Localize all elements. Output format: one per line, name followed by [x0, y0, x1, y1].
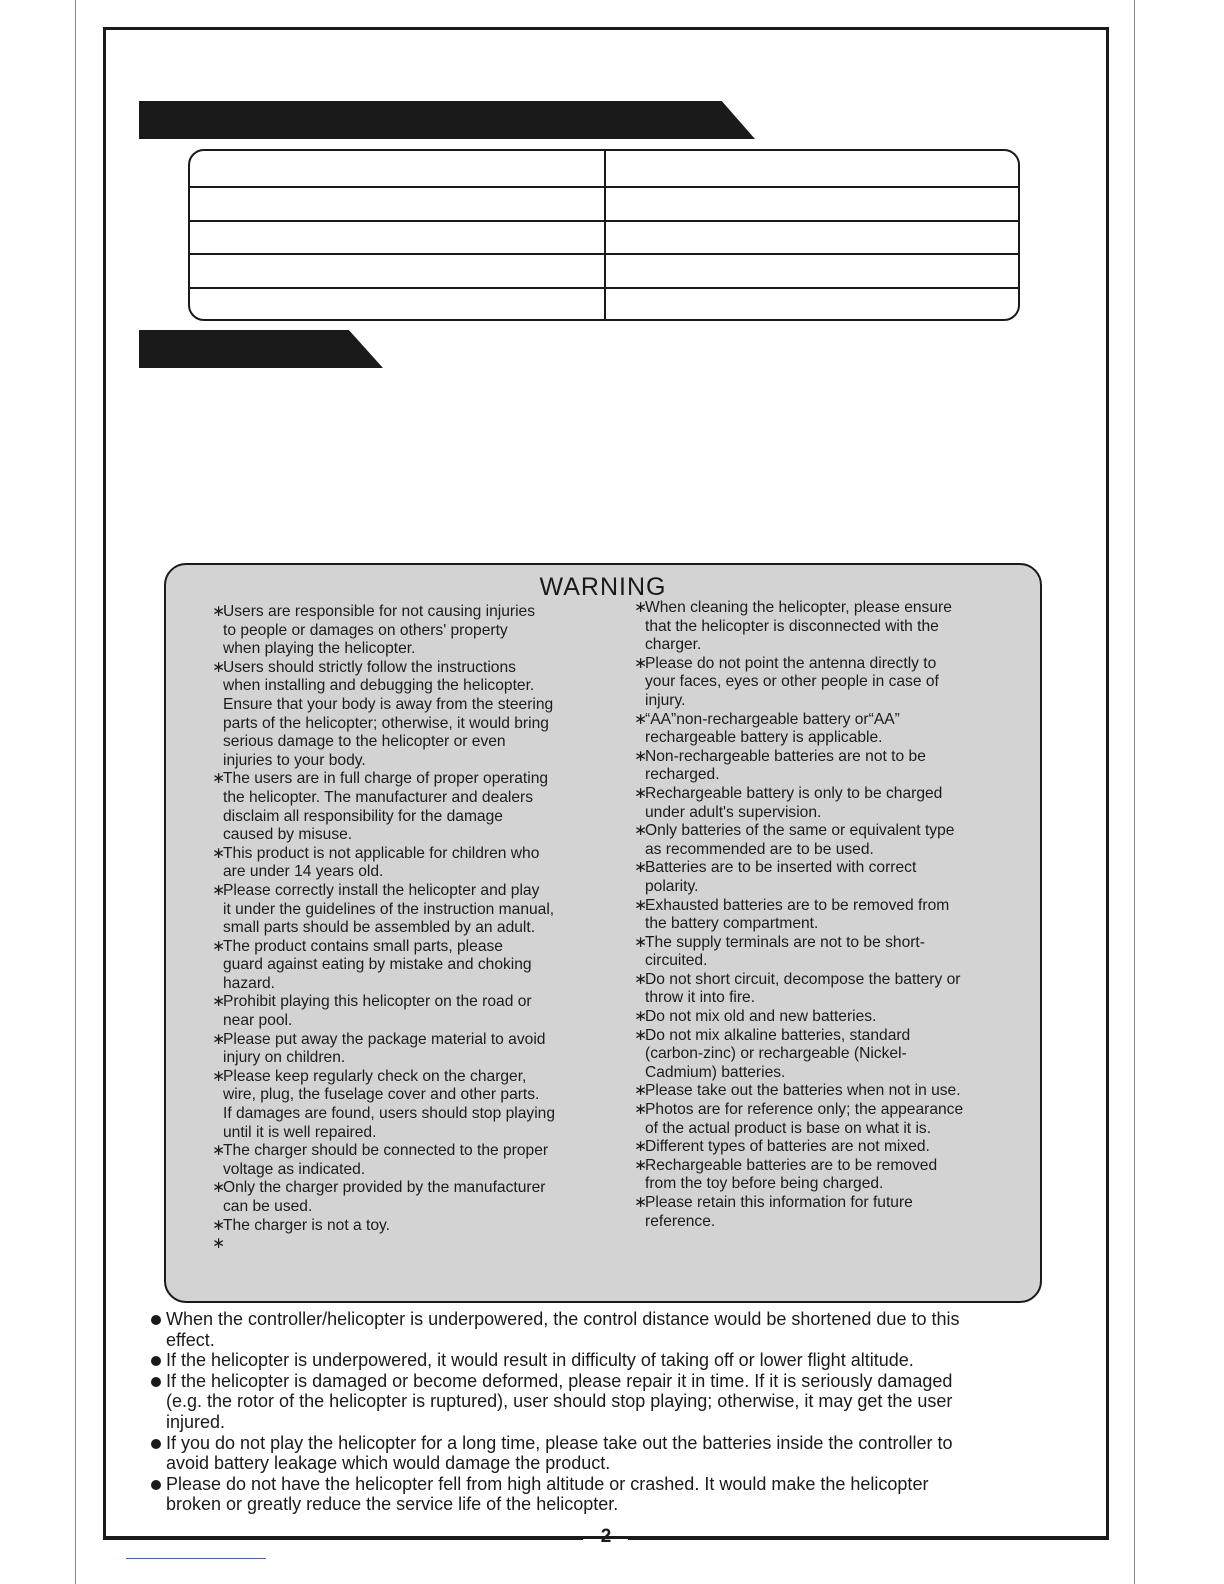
warning-item	[634, 748, 1034, 785]
warning-list-right	[634, 599, 1034, 1231]
warning-item	[634, 1101, 1034, 1138]
spec-table	[188, 149, 1020, 321]
warning-item-text: Please keep regularly check on the charger, wire, plug, the fuselage cover and other parts. If damages are found, users should stop playing until it is well repaired.	[223, 1067, 556, 1141]
bullet-dot-icon	[151, 1439, 161, 1449]
warning-item	[634, 1138, 1034, 1157]
warning-item-text: The product contains small parts, please guard against eating by mistake and choking hazard.	[223, 937, 532, 992]
warning-item	[212, 1068, 632, 1142]
table-row-divider	[190, 287, 1018, 289]
table-row-divider	[190, 253, 1018, 255]
warning-item	[634, 897, 1034, 934]
warning-item-text: Please take out the batteries when not in use.	[645, 1082, 961, 1100]
warning-item	[634, 599, 1034, 655]
warning-item	[634, 711, 1034, 748]
warning-item-text: Do not short circuit, decompose the battery or throw it into fire.	[645, 970, 961, 1007]
warning-item-text: Do not mix old and new batteries.	[645, 1008, 877, 1026]
section-header-banner	[139, 330, 383, 368]
warning-item	[634, 1082, 1034, 1101]
warning-item	[212, 603, 632, 659]
warning-item-text: Please correctly install the helicopter and play it under the guidelines of the instruction manual, small parts should be assembled by an adult.	[223, 881, 555, 937]
notes-list	[148, 1309, 1083, 1515]
warning-item	[212, 845, 632, 882]
table-row-divider	[190, 186, 1018, 188]
note-item-text: If the helicopter is damaged or become deformed, please repair it in time. If it is seriously damaged (e.g. the rotor of the helicopter is ruptured), user should stop playing; otherwise, it may get the user injured.	[166, 1370, 953, 1432]
warning-item	[634, 859, 1034, 896]
warning-item	[212, 993, 632, 1030]
warning-item-text: Exhausted batteries are to be removed from the battery compartment.	[645, 896, 950, 933]
note-item-text: When the controller/helicopter is underpowered, the control distance would be shortened due to this effect.	[166, 1309, 960, 1350]
table-row-divider	[190, 220, 1018, 222]
warning-item	[634, 655, 1034, 711]
page-edge-left	[75, 0, 76, 1584]
warning-item	[634, 971, 1034, 1008]
note-item-text: If you do not play the helicopter for a long time, please take out the batteries inside the controller to avoid battery leakage which would damage the product.	[166, 1432, 953, 1474]
warning-item-text: Batteries are to be inserted with correct polarity.	[645, 859, 917, 895]
warning-item	[212, 1142, 632, 1179]
warning-item-text: Users are responsible for not causing injuries to people or damages on others' property when playing the helicopter.	[223, 603, 536, 658]
warning-item-text: Prohibit playing this helicopter on the road or near pool.	[223, 993, 532, 1030]
warning-item-text: The supply terminals are not to be short- circuited.	[645, 933, 925, 970]
warning-item-text: Please do not point the antenna directly to your faces, eyes or other people in case of injury.	[645, 654, 939, 709]
warning-item-text: Different types of batteries are not mixed.	[645, 1138, 930, 1156]
footer-rule	[628, 1537, 1109, 1540]
warning-item-text: The charger is not a toy.	[223, 1216, 390, 1234]
note-item	[148, 1309, 1083, 1350]
bullet-dot-icon	[151, 1356, 161, 1366]
warning-item	[212, 882, 632, 938]
warning-item	[212, 1031, 632, 1068]
page-number: 2	[600, 1526, 612, 1547]
warning-item	[634, 1008, 1034, 1027]
warning-item-text: Please put away the package material to avoid injury on children.	[223, 1030, 546, 1067]
warning-item-text: The users are in full charge of proper operating the helicopter. The manufacturer and dealers disclaim all responsibility for the damage caused by misuse.	[223, 770, 549, 844]
bullet-dot-icon	[151, 1480, 161, 1490]
bullet-dot-icon	[151, 1377, 161, 1387]
warning-item	[634, 934, 1034, 971]
warning-title: WARNING	[539, 573, 667, 601]
footer-rule	[103, 1537, 583, 1540]
note-item	[148, 1371, 1083, 1433]
bottom-link-underline	[126, 1558, 266, 1559]
warning-item-text: “AA”non-rechargeable battery or“AA” rechargeable battery is applicable.	[645, 710, 900, 747]
bullet-dot-icon	[151, 1315, 161, 1325]
warning-item-text: Do not mix alkaline batteries, standard (carbon-zinc) or rechargeable (Nickel- Cadmium) batteries.	[645, 1026, 911, 1081]
warning-item-text: Please retain this information for future reference.	[645, 1194, 913, 1230]
warning-item	[212, 770, 632, 844]
warning-item-text: Only batteries of the same or equivalent type as recommended are to be used.	[645, 822, 955, 858]
note-item	[148, 1350, 1083, 1371]
warning-item-text: Rechargeable batteries are to be removed from the toy before being charged.	[645, 1156, 938, 1193]
warning-item-text: Non-rechargeable batteries are not to be recharged.	[645, 747, 926, 784]
note-item	[148, 1433, 1083, 1474]
warning-box	[164, 563, 1042, 1303]
warning-list-left	[212, 603, 632, 1235]
section-header-banner	[139, 101, 755, 139]
warning-item-text: Only the charger provided by the manufacturer can be used.	[223, 1179, 546, 1215]
page-edge-right	[1134, 0, 1135, 1584]
warning-item-text: The charger should be connected to the proper voltage as indicated.	[223, 1142, 549, 1178]
warning-item-text: When cleaning the helicopter, please ensure that the helicopter is disconnected with the charger.	[645, 599, 952, 654]
warning-item	[634, 822, 1034, 859]
warning-item-text: Rechargeable battery is only to be charged under adult's supervision.	[645, 784, 943, 821]
warning-item-text: Photos are for reference only; the appearance of the actual product is base on what it is.	[645, 1101, 964, 1137]
warning-item	[212, 938, 632, 994]
note-item-text: Please do not have the helicopter fell from high altitude or crashed. It would make the helicopter broken or greatly reduce the service life of the helicopter.	[166, 1473, 929, 1515]
table-column-divider	[604, 151, 606, 319]
warning-item-text: This product is not applicable for children who are under 14 years old.	[223, 844, 540, 881]
warning-item	[634, 1157, 1034, 1194]
warning-item	[212, 1217, 632, 1236]
warning-item-text: Users should strictly follow the instructions when installing and debugging the helicopter. Ensure that your body is away from the steering parts of the helicopter; otherwise, it would bring serious damage to the helicopter or even injuries to your body.	[223, 658, 554, 769]
warning-item	[212, 1179, 632, 1216]
warning-item	[212, 659, 632, 771]
note-item-text: If the helicopter is underpowered, it would result in difficulty of taking off or lower flight altitude.	[166, 1350, 914, 1371]
warning-item	[634, 785, 1034, 822]
warning-item	[634, 1027, 1034, 1083]
note-item	[148, 1474, 1083, 1515]
warning-item	[634, 1194, 1034, 1231]
